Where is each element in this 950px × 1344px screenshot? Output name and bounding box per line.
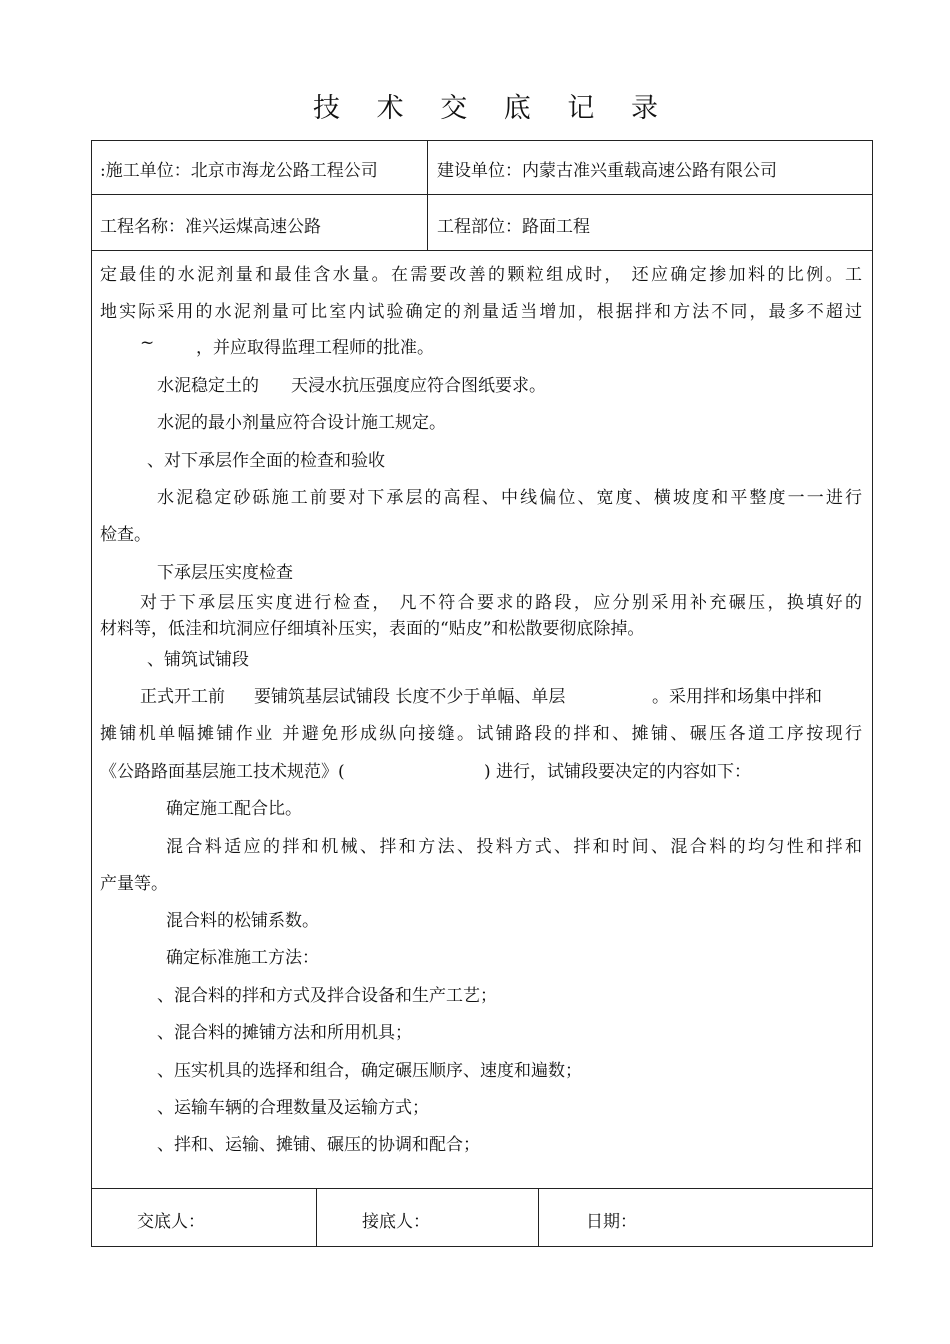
list-item: 、混合料的摊铺方法和所用机具； [157, 1023, 412, 1043]
table-divider [427, 140, 428, 250]
list-item: 、混合料的拌和方式及拌合设备和生产工艺； [157, 986, 497, 1006]
body-line: 材料等，低洼和坑洞应仔细填补压实，表面的“贴皮”和松散要彻底除掉。 [100, 619, 645, 639]
body-line: 水泥的最小剂量应符合设计施工规定。 [157, 413, 446, 433]
body-line: 要铺筑基层试铺段 长度不少于单幅、单层 [254, 687, 566, 707]
table-divider [91, 250, 873, 251]
body-line: ，并应取得监理工程师的批准。 [196, 338, 434, 358]
body-line: 《公路路面基层施工技术规范》( [100, 762, 345, 782]
table-divider [316, 1188, 317, 1247]
body-line: 水泥稳定土的 [157, 376, 259, 396]
list-item: 确定标准施工方法： [166, 948, 319, 968]
table-divider [91, 194, 873, 195]
body-line: 对于下承层压实度进行检查， 凡不符合要求的路段，应分别采用补充碾压，换填好的 [140, 593, 862, 613]
table-divider [91, 1188, 873, 1189]
body-line: 水泥稳定砂砾施工前要对下承层的高程、中线偏位、宽度、横坡度和平整度一一进行 [157, 488, 862, 508]
list-item: 、拌和、运输、摊铺、碾压的协调和配合； [157, 1135, 480, 1155]
list-item: 混合料的松铺系数。 [166, 911, 319, 931]
body-line: 摊铺机单幅摊铺作业 并避免形成纵向接缝。试铺路段的拌和、摊铺、碾压各道工序按现行 [100, 724, 862, 744]
page-title: 技 术 交 底 记 录 [313, 93, 672, 124]
subsection-heading: 下承层压实度检查 [157, 563, 293, 583]
body-line: 。采用拌和场集中拌和 [652, 687, 822, 707]
project-name: 工程名称：准兴运煤高速公路 [100, 217, 321, 237]
body-line: 定最佳的水泥剂量和最佳含水量。在需要改善的颗粒组成时， 还应确定掺加料的比例。工 [100, 265, 862, 285]
handover-by-label: 交底人： [137, 1212, 205, 1232]
construction-unit: :施工单位：北京市海龙公路工程公司 [100, 161, 378, 181]
section-heading: 、对下承层作全面的检查和验收 [147, 451, 385, 471]
received-by-label: 接底人： [362, 1212, 430, 1232]
section-heading: 、铺筑试铺段 [147, 650, 249, 670]
project-part: 工程部位：路面工程 [437, 217, 590, 237]
body-line: ) 进行，试铺段要决定的内容如下： [484, 762, 752, 782]
date-label: 日期： [586, 1212, 637, 1232]
body-line: 产量等。 [100, 874, 168, 894]
body-line: 正式开工前 [140, 687, 225, 707]
body-line: 天浸水抗压强度应符合图纸要求。 [291, 376, 546, 396]
table-divider [538, 1188, 539, 1247]
list-item: 确定施工配合比。 [166, 799, 302, 819]
body-line: 检查。 [100, 525, 151, 545]
body-line: ~ [140, 333, 155, 353]
body-line: 地实际采用的水泥剂量可比室内试验确定的剂量适当增加，根据拌和方法不同，最多不超过 [100, 302, 862, 322]
list-item: 、运输车辆的合理数量及运输方式； [157, 1098, 429, 1118]
owner-unit: 建设单位：内蒙古准兴重载高速公路有限公司 [437, 161, 777, 181]
list-item: 、压实机具的选择和组合，确定碾压顺序、速度和遍数； [157, 1061, 582, 1081]
list-item: 混合料适应的拌和机械、拌和方法、投料方式、拌和时间、混合料的均匀性和拌和 [166, 837, 862, 857]
